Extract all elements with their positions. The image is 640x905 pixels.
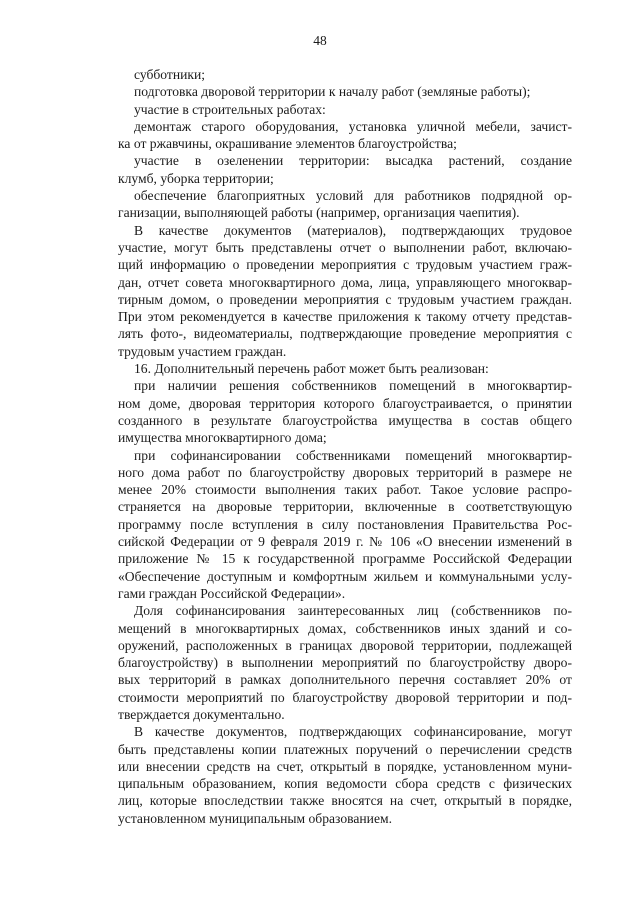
text-line: приложение № 15 к государственной программе Российской Федерации [118, 551, 572, 567]
text-line: дан, отчет совета многоквартирного дома, лица, управляющего многоквар- [118, 274, 572, 290]
text-line: демонтаж старого оборудования, установка уличной мебели, зачист- [134, 118, 572, 134]
text-line: менее 20% стоимости выполнения таких работ. Такое условие распро- [118, 482, 572, 498]
text-line: сийской Федерации от 9 февраля 2019 г. № 106 «О внесении изменений в [118, 534, 572, 550]
text-line: ном доме, дворовая территория которого благоустраивается, о принятии [118, 395, 572, 411]
page-number: 48 [313, 33, 327, 48]
text-line: клумб, уборка территории; [118, 170, 274, 186]
text-line: при наличии решения собственников помещений в многоквартир- [134, 378, 572, 394]
text-line: щий информацию о проведении мероприятия с трудовым участием граж- [118, 257, 572, 273]
text-line: подготовка дворовой территории к началу работ (земляные работы); [134, 84, 531, 100]
text-line: оружений, расположенных в границах дворовой территории, подлежащей [118, 637, 572, 653]
text-line: ка от ржавчины, окрашивание элементов благоустройства; [118, 136, 457, 152]
text-line: субботники; [134, 67, 206, 82]
text-line: мещений в многоквартирных домах, собственников иных зданий и со- [118, 620, 572, 636]
text-line: обеспечение благоприятных условий для работников подрядной ор- [134, 188, 572, 204]
text-line: страняется на дворовые территории, включенные в соответствующую [118, 499, 572, 515]
text-line: 16. Дополнительный перечень работ может быть реализован: [134, 361, 489, 377]
text-line: «Обеспечение доступным и комфортным жильем и коммунальными услу- [118, 568, 572, 584]
text-line: лиц, которые впоследствии также вносятся на счет, открытый в порядке, [118, 793, 572, 809]
text-line: при софинансировании собственниками помещений многоквартир- [134, 447, 572, 463]
text-line: В качестве документов, подтверждающих софинансирование, могут [134, 724, 572, 740]
text-line: участие в строительных работах: [134, 101, 326, 117]
text-line: тверждается документально. [118, 706, 285, 722]
text-line: Доля софинансирования заинтересованных лиц (собственников по- [134, 603, 572, 619]
text-line: имущества многоквартирного дома; [118, 430, 327, 446]
document-body [118, 66, 572, 827]
text-line: благоустройству) в выполнении мероприятий по благоустройству дворо- [118, 655, 572, 671]
text-line: ципальным образованием, копия ведомости сбора средств с физических [118, 776, 572, 792]
text-line: программу после вступления в силу постановления Правительства Рос- [118, 516, 572, 532]
text-line: созданного в результате благоустройства имущества в состав общего [118, 412, 572, 428]
text-line: участие в озеленении территории: высадка растений, создание [134, 153, 572, 169]
text-line: установленном муниципальным образованием. [118, 810, 392, 826]
text-line: В качестве документов (материалов), подтверждающих трудовое [134, 222, 572, 238]
text-line: трудовым участием граждан. [118, 343, 287, 359]
text-line: гами граждан Российской Федерации». [118, 585, 346, 601]
text-line: участие, могут быть представлены отчет о выполнении работ, включаю- [118, 239, 572, 255]
text-line: ганизации, выполняющей работы (например, организация чаепития). [118, 205, 520, 221]
text-line: лять фото-, видеоматериалы, подтверждающие проведение мероприятия с [118, 326, 572, 342]
text-line: При этом рекомендуется в качестве приложения к такому отчету представ- [118, 309, 572, 325]
text-line: вых территорий в рамках дополнительного перечня составляет 20% от [118, 672, 572, 688]
text-line: быть представлены копии платежных поручений о перечислении средств [118, 741, 572, 757]
text-line: тирным домом, о проведении мероприятия с трудовым участием граждан. [118, 291, 572, 307]
text-line: или внесении средств на счет, открытый в порядке, установленном муни- [118, 758, 572, 774]
text-line: стоимости мероприятий по благоустройству дворовой территории и под- [118, 689, 572, 705]
text-line: ного дома работ по благоустройству дворовых территорий в размере не [118, 464, 572, 480]
